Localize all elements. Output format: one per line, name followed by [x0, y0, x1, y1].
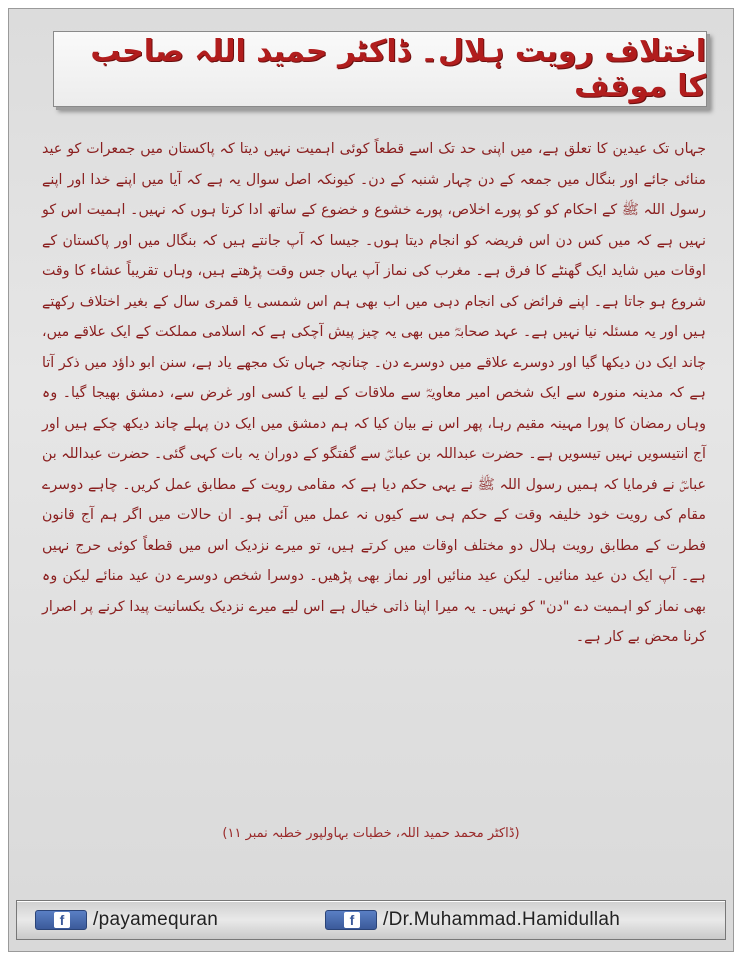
- footer-bar: [16, 900, 726, 940]
- citation: (ڈاکٹر محمد حمید اللہ، خطبات بہاولپور خطبہ نمبر ۱۱): [222, 826, 520, 841]
- facebook-icon: f: [35, 910, 87, 930]
- title-banner: [53, 31, 707, 107]
- facebook-link-payamequran[interactable]: [35, 907, 218, 933]
- page-title: اختلاف رویت ہلال۔ ڈاکٹر حمید اللہ صاحب کا موقف: [90, 34, 706, 104]
- facebook-link-label: /payamequran: [93, 909, 219, 930]
- facebook-link-label: /Dr.Muhammad.Hamidullah: [383, 909, 621, 930]
- facebook-link-hamidullah[interactable]: [325, 907, 620, 933]
- article-body: [42, 134, 706, 653]
- article-paragraph: جہاں تک عیدین کا تعلق ہے، میں اپنی حد تک اسے قطعاً کوئی اہمیت نہیں دیتا کہ پاکستان میں جمعرات کو عید منائی جائے اور بنگال میں جمعہ کے دن چہار شنبہ کے دن۔ کیونکہ اصل سوال یہ ہے کہ آیا میں اپنے خدا اور اپنے رسول اللہ ﷺ کے احکام کو کو پورے اخلاص، پورے خشوع و خضوع کے ساتھ ادا کرتا ہوں کہ نہیں۔ اہمیت اس کو نہیں ہے کہ میں کس دن اس فریضہ کو انجام دیتا ہوں۔ جیسا کہ آپ جانتے ہیں کہ بنگال میں اور پاکستان کے اوقات میں شاید ایک گھنٹے کا فرق ہے۔ مغرب کی نماز آپ یہاں جس وقت پڑھتے ہیں، وہاں تقریباً عشاء کا وقت شروع ہو جاتا ہے۔ اپنے فرائض کی انجام دہی میں اب بھی ہم اس شمسی یا قمری سال کے بغیر اختلاف رکھتے ہیں اور یہ مسئلہ نیا نہیں ہے۔ عہد صحابہؓ میں بھی یہ چیز پیش آچکی ہے کہ اسلامی مملکت کے ایک علاقے میں، چاند ایک دن دیکھا گیا اور دوسرے علاقے میں دوسرے دن۔ چنانچہ جہاں تک مجھے یاد ہے، سنن ابو داؤد میں ذکر آتا ہے کہ مدینہ منورہ سے ایک شخص امیر معاویہؓ سے ملاقات کے لیے یا کسی اور غرض سے، دمشق بھیجا گیا۔ وہ وہاں رمضان کا پورا مہینہ مقیم رہا، پھر اس نے بیان کیا کہ ہم دمشق میں ایک دن پہلے چاند دیکھ چکے ہیں اور آج انتیسویں نہیں تیسویں ہے۔ حضرت عبداللہ بن عباسؓ سے گفتگو کے دوران یہ بات کہی گئی۔ حضرت عبداللہ بن عباسؓ نے فرمایا کہ ہمیں رسول اللہ ﷺ نے یہی حکم دیا ہے کہ مقامی رویت کے مطابق عمل کریں۔ چاہے دوسرے مقام کی رویت خود خلیفہ وقت کے حکم ہی سے کیوں نہ عمل میں آئی ہو۔ ان حالات میں اگر ہم آج قانون فطرت کے مطابق رویت ہلال دو مختلف اوقات میں کرتے ہیں، تو میرے نزدیک اس میں قطعاً کوئی حرج نہیں ہے۔ آپ ایک دن عید منائیں۔ لیکن عید منائیں اور نماز بھی پڑھیں۔ دوسرا شخص دوسرے دن عید منائے لیکن وہ بھی نماز کو اہمیت دے "دن" کو نہیں۔ یہ میرا اپنا ذاتی خیال ہے اس لیے میرے نزدیک یکسانیت پیدا کرنے پر اصرار کرنا محض بے کار ہے۔: [42, 141, 706, 645]
- facebook-icon: f: [325, 910, 377, 930]
